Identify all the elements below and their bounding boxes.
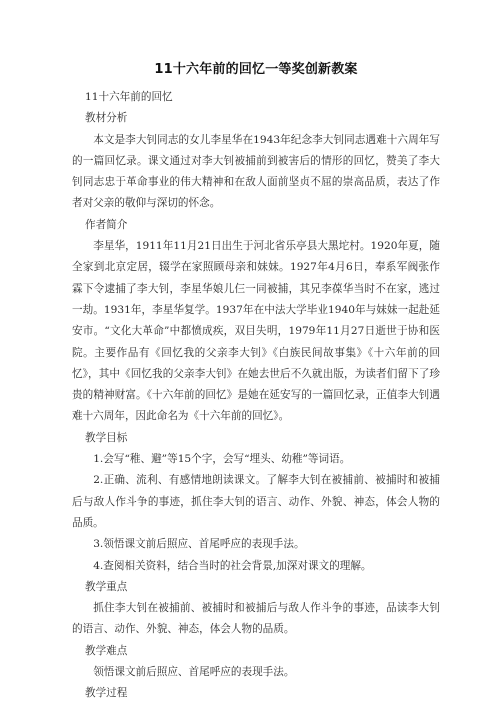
paragraph-author-intro: 李星华，1911年11月21日出生于河北省乐亭县大黑坨村。1920年夏，随全家到北京定居，辍学在家照顾母亲和妹妹。1927年4月6日，奉系军阀张作霖下令逮捕了李大钊，李星华娘儿仨一同被捕，其兄李葆华当时不在家，逃过一劫。1931年，李星华复学。1937年在中法大学毕业1940年与妹妹一起赴延安市。“文化大革命”中都愤成疾，双目失明，1979年11月27日逝世于协和医院。主要作品有《回忆我的父亲李大钊》《白族民间故事集》《十六年前的回忆》，其中《回忆我的父亲李大钊》在她去世后不久就出版，为读者们留下了珍贵的精神财富。《十六年前的回忆》是她在延安写的一篇回忆录，正值李大钊遇难十六周年，因此命名为《十六年前的回忆》。 <box>72 240 440 423</box>
teaching-goal-item-4: 4.查阅相关资料，结合当时的社会背景,加深对课文的理解。 <box>93 559 372 572</box>
paragraph-material-analysis: 本文是李大钊同志的女儿李星华在1943年纪念李大钊同志遇难十六周年写的一篇回忆录。课文通过对李大钊被捕前到被害后的情形的回忆，赞美了李大钊同志忠于革命事业的伟大精神和在敌人面前坚贞不屈的崇高品质，表达了作者对父亲的敬仰与深切的怀念。 <box>72 133 440 210</box>
document-subtitle: 11十六年前的回忆 <box>85 91 173 103</box>
section-heading-teaching-goals: 教学目标 <box>85 431 128 444</box>
section-heading-author-intro: 作者简介 <box>85 218 128 231</box>
paragraph-key-points: 抓住李大钊在被捕前、被捕时和被捕后与敌人作斗争的事迹，品读李大钊的语言、动作、外貌、神态，体会人物的品质。 <box>72 602 440 636</box>
section-heading-key-points: 教学重点 <box>85 580 128 593</box>
paragraph-difficult-points: 领悟课文前后照应、首尾呼应的表现手法。 <box>93 666 295 679</box>
section-heading-process: 教学过程 <box>85 687 128 700</box>
teaching-goal-item-1: 1.会写“稚、避”等15个字，会写“埋头、幼稚”等词语。 <box>93 453 351 466</box>
document-body <box>72 87 440 705</box>
teaching-goal-item-3: 3.领悟课文前后照应、首尾呼应的表现手法。 <box>93 538 305 551</box>
section-heading-difficult-points: 教学难点 <box>85 644 128 657</box>
section-heading-material-analysis: 教材分析 <box>85 112 128 125</box>
teaching-goal-item-2: 2.正确、流利、有感情地朗读课文。了解李大钊在被捕前、被捕时和被捕后与敌人作斗争的事迹，抓住李大钊的语言、动作、外貌、神态，体会人物的品质。 <box>72 474 440 529</box>
document-title: 11十六年前的回忆一等奖创新教案 <box>154 62 358 77</box>
